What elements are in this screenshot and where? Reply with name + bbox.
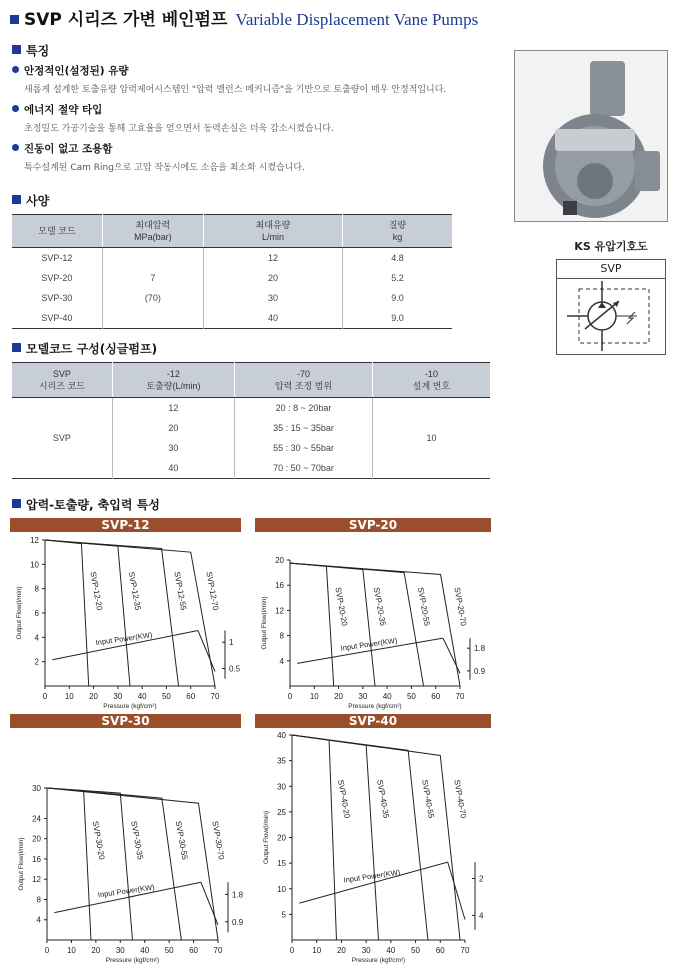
page-title: [10, 5, 478, 30]
x-tick-label: 10: [64, 692, 74, 701]
x-tick-label: 60: [435, 946, 445, 955]
header-cell: 질량 kg: [343, 215, 452, 248]
y-tick-label: 4: [279, 656, 284, 666]
chart-title: SVP-30: [10, 714, 241, 728]
spec-heading-text: 사양: [26, 194, 50, 208]
power-label: Input Power(KW): [97, 882, 156, 900]
y-tick-label: 40: [277, 731, 286, 740]
model-code-heading-text: 모델코드 구성(싱글펌프): [26, 342, 158, 356]
y-tick-label: 15: [277, 859, 286, 869]
y-tick-label: 30: [32, 784, 41, 793]
charts-heading-text: 압력-토출량, 축입력 특성: [26, 498, 160, 512]
series-label: SVP-40-35: [375, 778, 391, 819]
bullet-icon: [12, 105, 19, 112]
x-axis-label: Pressure (kgf/cm²): [351, 957, 406, 964]
y-tick-label: 4: [36, 915, 41, 925]
feature-title: 진동이 없고 조용함: [24, 143, 113, 155]
y-tick-label: 24: [32, 814, 41, 824]
x-tick-label: 20: [336, 946, 346, 955]
section-square-icon: [12, 499, 21, 508]
power-label: Input Power(KW): [340, 635, 398, 653]
power-line: [443, 638, 460, 673]
y-tick-label: 16: [275, 581, 284, 591]
feature-desc: 새롭게 설계한 토출유량 압력제어시스템인 "압력 밸런스 메커니즘"을 기반으로 토출량이 매우 안정적입니다.: [24, 85, 447, 95]
x-tick-label: 50: [411, 946, 421, 955]
x-tick-label: 30: [361, 946, 371, 955]
y-tick-label: 20: [32, 834, 41, 844]
x-tick-label: 10: [312, 946, 322, 955]
series-line: [290, 563, 424, 686]
series-label: SVP-20-20: [333, 586, 350, 627]
product-photo: [514, 50, 668, 222]
y-axis-label: Output Flow(l/min): [16, 586, 23, 640]
y-tick-label: 20: [275, 556, 284, 565]
feature-desc: 초정밀도 가공기술을 통해 고효율을 얻으면서 동력손실은 더욱 감소시켰습니다.: [24, 124, 334, 134]
x-tick-label: 60: [186, 692, 196, 701]
hydraulic-pump-symbol-icon: [557, 279, 665, 353]
ks-model-label: SVP: [557, 260, 665, 279]
chart-title: SVP-20: [255, 518, 491, 532]
series-line: [290, 563, 460, 686]
right-tick-label: 1.8: [474, 644, 486, 654]
x-tick-label: 0: [44, 946, 50, 955]
y-tick-label: 6: [34, 609, 39, 618]
series-cell: SVP: [12, 398, 112, 479]
header-cell: 모델 코드: [12, 215, 102, 248]
x-tick-label: 40: [382, 692, 392, 701]
y-tick-label: 20: [277, 833, 286, 843]
series-line: [292, 735, 460, 940]
y-tick-label: 12: [275, 606, 284, 616]
series-label: SVP-30-70: [210, 820, 226, 861]
bullet-icon: [12, 66, 19, 73]
right-tick-label: 4: [479, 911, 484, 921]
series-label: SVP-12-20: [88, 570, 105, 612]
y-tick-label: 12: [30, 536, 39, 545]
chart-title: SVP-40: [255, 714, 491, 728]
series-line: [45, 540, 215, 686]
model-code-heading: [12, 340, 157, 357]
x-tick-label: 10: [309, 692, 319, 701]
table-row: 40 70 : 50 ~ 70bar: [12, 458, 490, 479]
table-header-row: [12, 215, 452, 248]
y-axis-label: Output Flow(l/min): [18, 837, 25, 891]
section-square-icon: [12, 343, 21, 352]
y-tick-label: 10: [277, 884, 286, 894]
y-tick-label: 4: [34, 633, 39, 643]
y-tick-label: 16: [32, 854, 41, 864]
power-line: [201, 882, 218, 925]
series-line: [292, 735, 428, 940]
chart-svp-30: [10, 730, 242, 966]
right-tick-label: 0.9: [232, 917, 244, 927]
right-tick-label: 2: [479, 874, 484, 884]
x-tick-label: 40: [140, 946, 150, 955]
power-label: Input Power(KW): [95, 630, 153, 648]
features-heading: 특징: [26, 44, 50, 58]
table-row: 30 55 : 30 ~ 55bar: [12, 438, 490, 458]
y-axis-label: Output Flow(l/min): [263, 810, 270, 865]
x-tick-label: 40: [386, 946, 396, 955]
vane-pump-image: [515, 51, 667, 221]
section-square-icon: [12, 195, 21, 204]
y-tick-label: 35: [277, 756, 286, 766]
header-cell: 최대유량 L/min: [203, 215, 342, 248]
x-tick-label: 60: [431, 692, 441, 701]
y-tick-label: 5: [281, 910, 286, 920]
x-tick-label: 50: [406, 692, 416, 701]
x-tick-label: 30: [358, 692, 368, 701]
header-cell: -12 토출량(L/min): [112, 363, 234, 398]
right-tick-label: 1.8: [232, 890, 244, 900]
chart-svp-20: [255, 534, 491, 710]
y-axis-label: Output Flow(l/min): [261, 596, 268, 650]
y-tick-label: 12: [32, 875, 41, 885]
series-line: [45, 540, 89, 686]
y-tick-label: 25: [277, 807, 286, 817]
series-line: [47, 788, 181, 940]
series-line: [292, 735, 336, 940]
chart-svp-12: [10, 534, 242, 710]
table-row: SVP 12 20 : 8 ~ 20bar 10: [12, 398, 490, 419]
series-label: SVP-20-35: [371, 586, 388, 627]
right-tick-label: 0.5: [229, 664, 241, 674]
spec-heading: [12, 192, 49, 209]
x-axis-label: Pressure (kgf/cm²): [103, 703, 157, 710]
series-label: SVP-40-55: [420, 778, 436, 819]
table-header-row: [12, 363, 490, 398]
feature-title: 에너지 절약 타입: [24, 104, 103, 116]
right-tick-label: 1: [229, 638, 234, 648]
x-tick-label: 60: [189, 946, 199, 955]
section-square-icon: [12, 45, 21, 54]
x-tick-label: 20: [91, 946, 101, 955]
chart-svp-40: [255, 730, 491, 966]
x-tick-label: 0: [42, 692, 48, 701]
table-row: SVP-20 7 20 5.2: [12, 268, 452, 288]
y-tick-label: 2: [34, 657, 39, 667]
series-label: SVP-30-35: [129, 820, 145, 861]
model-code-table: [12, 362, 490, 479]
series-label: SVP-40-70: [452, 778, 468, 819]
power-label: Input Power(KW): [342, 867, 401, 885]
x-tick-label: 0: [287, 692, 293, 701]
x-axis-label: Pressure (kgf/cm²): [105, 957, 160, 964]
series-label: SVP-12-70: [204, 570, 221, 612]
y-tick-label: 30: [277, 782, 286, 792]
title-square-icon: [10, 15, 19, 24]
table-row: SVP-30 (70) 30 9.0: [12, 288, 452, 308]
title-english: Variable Displacement Vane Pumps: [235, 10, 479, 29]
design-no-cell: 10: [426, 433, 437, 443]
series-label: SVP-20-55: [415, 586, 432, 627]
series-label: SVP-40-20: [336, 778, 352, 819]
x-tick-label: 30: [113, 692, 123, 701]
series-label: SVP-12-55: [172, 570, 189, 612]
series-label: SVP-12-35: [126, 570, 143, 612]
x-tick-label: 50: [161, 692, 171, 701]
x-tick-label: 0: [289, 946, 295, 955]
table-row: SVP-40 40 9.0: [12, 308, 452, 329]
power-line: [448, 862, 465, 919]
x-tick-label: 70: [210, 692, 220, 701]
y-tick-label: 8: [34, 584, 39, 594]
x-tick-label: 40: [137, 692, 147, 701]
table-row: 20 35 : 15 ~ 35bar: [12, 418, 490, 438]
header-cell: 최대압력 MPa(bar): [102, 215, 203, 248]
ks-symbol-title: KS 유압기호도: [574, 240, 648, 253]
features-section: [12, 42, 507, 173]
x-tick-label: 70: [213, 946, 223, 955]
x-tick-label: 20: [89, 692, 99, 701]
feature-desc: 특수설계된 Cam Ring으로 고압 작동시에도 소음을 최소화 시켰습니다.: [24, 163, 305, 173]
x-tick-label: 30: [115, 946, 125, 955]
header-cell: -70 압력 조정 범위: [235, 363, 373, 398]
series-label: SVP-30-20: [90, 820, 107, 861]
x-tick-label: 70: [460, 946, 470, 955]
bullet-icon: [12, 144, 19, 151]
charts-heading: [12, 496, 160, 513]
x-tick-label: 10: [66, 946, 76, 955]
series-label: SVP-20-70: [452, 586, 469, 627]
y-tick-label: 8: [36, 895, 41, 905]
chart-title: SVP-12: [10, 518, 241, 532]
x-tick-label: 20: [334, 692, 344, 701]
title-korean: SVP 시리즈 가변 베인펌프: [24, 10, 228, 30]
header-cell: -10 설계 번호: [372, 363, 490, 398]
series-line: [47, 788, 218, 940]
series-label: SVP-30-55: [173, 820, 190, 861]
x-axis-label: Pressure (kgf/cm²): [348, 703, 402, 710]
table-row: SVP-12 12 4.8: [12, 248, 452, 269]
y-tick-label: 10: [30, 560, 39, 570]
ks-symbol-box: [556, 259, 666, 355]
series-line: [47, 788, 91, 940]
right-tick-label: 0.9: [474, 666, 486, 676]
feature-title: 안정적인(설정된) 유량: [24, 65, 129, 77]
y-tick-label: 8: [279, 631, 284, 641]
x-tick-label: 50: [164, 946, 174, 955]
x-tick-label: 70: [455, 692, 465, 701]
spec-table: [12, 214, 452, 329]
header-cell: SVP 시리즈 코드: [12, 363, 112, 398]
series-line: [290, 563, 334, 686]
series-line: [45, 540, 179, 686]
